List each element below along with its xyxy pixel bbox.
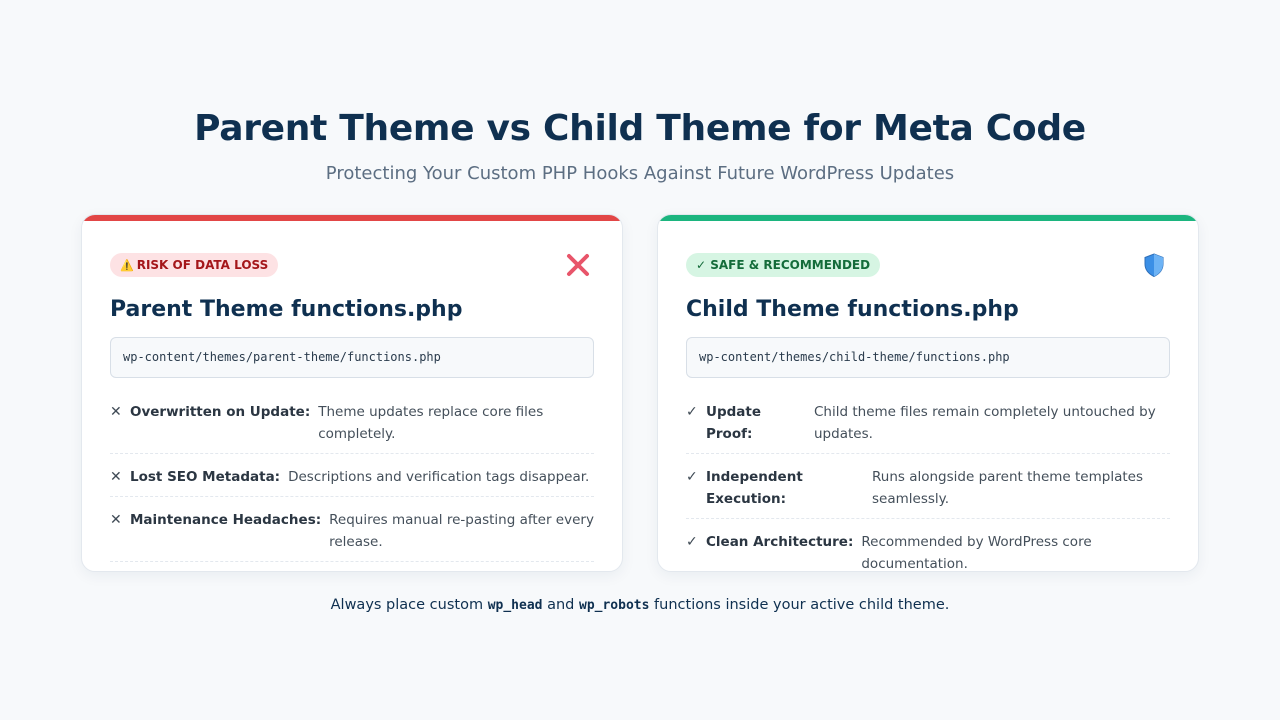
- wp-robots-code: wp_robots: [579, 598, 650, 613]
- warning-icon: ⚠️: [120, 259, 134, 272]
- item-label: Clean Architecture:: [706, 534, 854, 550]
- child-benefit-list: [686, 397, 1170, 572]
- wp-head-code: wp_head: [487, 598, 543, 613]
- child-theme-card: [657, 214, 1199, 572]
- page-title: Parent Theme vs Child Theme for Meta Code: [194, 108, 1086, 149]
- footer-note: [0, 597, 1280, 613]
- list-item: [110, 462, 594, 497]
- success-top-bar: [658, 215, 1198, 221]
- item-label: Independent Execution:: [706, 469, 803, 507]
- child-card-title: Child Theme functions.php: [686, 297, 1019, 322]
- item-description: Requires manual re-pasting after every release.: [329, 512, 594, 550]
- item-description: Child theme files remain completely untouched by updates.: [814, 404, 1156, 442]
- item-label: Lost SEO Metadata:: [130, 469, 281, 485]
- item-label: Maintenance Headaches:: [130, 512, 322, 528]
- check-icon: ✓: [686, 469, 698, 485]
- parent-risk-list: [110, 397, 594, 570]
- risk-badge-label: RISK OF DATA LOSS: [136, 258, 269, 272]
- footer-text: and: [542, 597, 579, 613]
- parent-theme-card: [81, 214, 623, 572]
- parent-file-path: wp-content/themes/parent-theme/functions.php: [110, 337, 594, 378]
- shield-icon: [1140, 251, 1168, 279]
- item-label: Overwritten on Update:: [130, 404, 311, 420]
- list-item: [686, 397, 1170, 454]
- list-item: [686, 527, 1170, 572]
- child-file-path: wp-content/themes/child-theme/functions.php: [686, 337, 1170, 378]
- footer-text: functions inside your active child theme.: [649, 597, 950, 613]
- x-icon: ✕: [110, 404, 122, 420]
- list-item: [686, 462, 1170, 519]
- footer-text: Always place custom: [330, 597, 488, 613]
- safe-badge: ✓ SAFE & RECOMMENDED: [686, 253, 880, 277]
- list-item: [110, 505, 594, 562]
- item-label: Update Proof:: [706, 404, 762, 442]
- check-icon: ✓: [686, 404, 698, 420]
- item-description: Runs alongside parent theme templates seamlessly.: [872, 469, 1143, 507]
- page-subtitle: Protecting Your Custom PHP Hooks Against Future WordPress Updates: [325, 163, 955, 184]
- danger-top-bar: [82, 215, 622, 221]
- item-description: Recommended by WordPress core documentation.: [861, 534, 1092, 572]
- list-item: [110, 397, 594, 454]
- x-icon: ✕: [110, 469, 122, 485]
- parent-card-title: Parent Theme functions.php: [110, 297, 463, 322]
- check-icon: ✓: [686, 534, 698, 550]
- item-description: Theme updates replace core files completely.: [318, 404, 544, 442]
- x-mark-icon: [564, 251, 592, 279]
- x-icon: ✕: [110, 512, 122, 528]
- item-description: Descriptions and verification tags disappear.: [288, 469, 590, 485]
- risk-badge: [110, 253, 278, 277]
